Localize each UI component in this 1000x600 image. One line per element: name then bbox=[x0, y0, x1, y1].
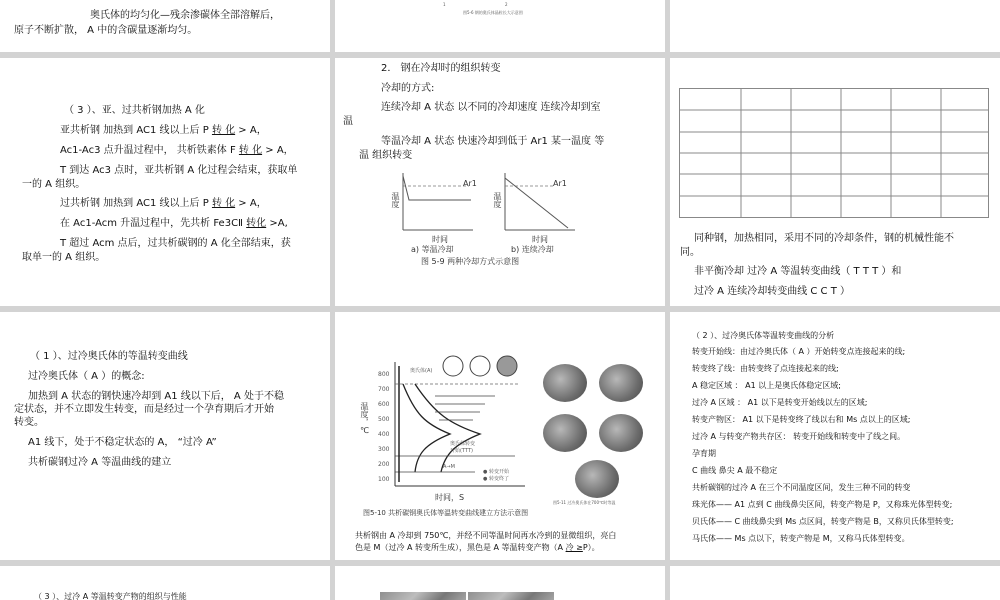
slide-text: 同。 bbox=[680, 247, 700, 258]
diagram-label: A→M bbox=[443, 464, 455, 470]
slide-thumbnail-12[interactable] bbox=[670, 566, 1000, 600]
list-item: 珠光体—— A1 点到 C 曲线鼻尖区间，转变产物是 P，又称珠光体型转变; bbox=[692, 500, 953, 509]
slide-text: 共析碳钢过冷 A 等温曲线的建立 bbox=[28, 457, 172, 468]
y-tick-label: 600 bbox=[378, 401, 390, 408]
slide-thumbnail-1[interactable] bbox=[0, 0, 330, 52]
y-tick-label: 500 bbox=[378, 416, 390, 423]
slide-text: 共析钢由 A 冷却到 750℃，并经不同等温时间再水冷到的显微组织，亮白 bbox=[355, 531, 617, 540]
list-item: 过冷 A 区域 ： A1 以下是转变开始线以左的区域; bbox=[692, 398, 868, 407]
figure-caption: 图 5-9 两种冷却方式示意图 bbox=[421, 257, 520, 266]
slide-thumbnail-4[interactable] bbox=[0, 58, 330, 306]
list-item: 贝氏体—— C 曲线鼻尖到 Ms 点区间，转变产物是 B，又称贝氏体型转变; bbox=[692, 517, 954, 526]
slide-text: A1 线下，处于不稳定状态的 A， “过冷 A” bbox=[28, 437, 217, 448]
empty-table bbox=[679, 88, 989, 218]
slide-thumbnail-7[interactable] bbox=[0, 312, 330, 560]
slide-text: 加热到 A 状态的钢快速冷却到 A1 线以下后， A 处于不稳 bbox=[28, 391, 284, 402]
slide-text: 连续冷却 A 状态 以不同的冷却速度 连续冷却到室 bbox=[381, 102, 601, 113]
slide-text: 定状态，并不立即发生转变，而是经过一个孕育期后才开始 bbox=[14, 404, 274, 415]
slide-thumbnail-3[interactable] bbox=[670, 0, 1000, 52]
slide-text: 温 bbox=[343, 116, 353, 127]
ar1-label: Ar1 bbox=[553, 179, 567, 188]
slide-thumbnail-10[interactable] bbox=[0, 566, 330, 600]
legend-item: ● 转变开始 bbox=[483, 469, 509, 475]
slide-thumbnail-9[interactable] bbox=[670, 312, 1000, 560]
ar1-label: Ar1 bbox=[463, 179, 477, 188]
y-tick-label: 300 bbox=[378, 446, 390, 453]
slide-text: 过共析钢 加热到 AC1 线以上后 P 转 化 > A， bbox=[60, 198, 267, 209]
y-tick-label: 800 bbox=[378, 371, 390, 378]
slide-title: 2． 钢在冷却时的组织转变 bbox=[381, 63, 501, 74]
list-item: C 曲线 鼻尖 A 最不稳定 bbox=[692, 466, 778, 475]
slide-text: 奥氏体的均匀化—残余渗碳体全部溶解后， bbox=[90, 10, 280, 21]
slide-text: 一的 A 组织。 bbox=[22, 179, 86, 190]
slide-text: 色是 M（过冷 A 转变所生成），黑色是 A 等温转变产物（A 冷 ≥P）。 bbox=[355, 543, 600, 552]
sub-caption: b) 连续冷却 bbox=[511, 245, 554, 254]
figure-caption: 图5-6 钢的奥氏体晶粒长大示意图 bbox=[463, 10, 523, 15]
list-item: 转变产物区： A1 以下是转变终了线以右和 Ms 点以上的区域; bbox=[692, 415, 911, 424]
sub-caption: a) 等温冷却 bbox=[411, 245, 454, 254]
slide-title: （ 3 ）、亚、过共析钢加热 A 化 bbox=[64, 105, 205, 116]
diagram-label: 奥氏体转变 bbox=[450, 441, 476, 447]
list-item: 过冷 A 与转变产物共存区： 转变开始线和转变中了线之间。 bbox=[692, 432, 906, 441]
list-item: A 稳定区域 ： A1 以上是奥氏体稳定区域; bbox=[692, 381, 841, 390]
micrograph-image bbox=[543, 414, 587, 452]
list-item: 转变开始线：由过冷奥氏体（ A ）开始转变点连接起来的线; bbox=[692, 347, 906, 356]
slide-text: T 到达 Ac3 点时，亚共析钢 A 化过程会结束，获取单 bbox=[60, 165, 298, 176]
slide-text: 等温冷却 A 状态 快速冷却到低于 Ar1 某一温度 等 bbox=[381, 136, 605, 147]
slide-thumbnail-8[interactable] bbox=[335, 312, 665, 560]
slide-title: （ 3 ）、过冷 A 等温转变产物的组织与性能 bbox=[34, 592, 187, 600]
slide-title: （ 1 ）、过冷奥氏体的等温转变曲线 bbox=[30, 351, 188, 362]
figure-caption: 图5-11 过冷奥氏体在700℃时等温 bbox=[553, 500, 616, 505]
slide-text: T 超过 Acm 点后，过共析碳钢的 A 化全部结束，获 bbox=[60, 238, 291, 249]
slide-text: 在 Ac1-Acm 升温过程中，先共析 Fe3CⅡ 转化 >A, bbox=[60, 218, 288, 229]
slide-text: 取单一的 A 组织。 bbox=[22, 252, 106, 263]
figure-caption: 图5-10 共析碳钢奥氏体等温转变曲线建立方法示意图 bbox=[363, 509, 529, 517]
diagram-label: 开始(TTT) bbox=[450, 448, 473, 454]
micrograph-image bbox=[468, 592, 554, 600]
list-item: 马氏体—— Ms 点以下，转变产物是 M，又称马氏体型转变。 bbox=[692, 534, 910, 543]
micrograph-image bbox=[543, 364, 587, 402]
micrograph-image bbox=[599, 414, 643, 452]
list-item: 共析碳钢的过冷 A 在三个不同温度区间，发生三种不同的转变 bbox=[692, 483, 911, 492]
x-axis-label: 时间 bbox=[532, 235, 548, 244]
list-item: 孕育期 bbox=[692, 449, 716, 458]
micrograph-image bbox=[575, 460, 619, 498]
y-tick-label: 400 bbox=[378, 431, 390, 438]
micrograph-image bbox=[599, 364, 643, 402]
figure-tick: 2 bbox=[505, 2, 508, 7]
slide-text: 过冷 A 连续冷却转变曲线 C C T ） bbox=[694, 286, 850, 297]
micrograph-image bbox=[380, 592, 466, 600]
y-tick-label: 700 bbox=[378, 386, 390, 393]
slide-thumbnail-5[interactable] bbox=[335, 58, 665, 306]
x-axis-label: 时间，S bbox=[435, 493, 465, 502]
legend-item: ● 转变终了 bbox=[483, 476, 509, 482]
slide-thumbnail-11[interactable] bbox=[335, 566, 665, 600]
slide-text: Ac1-Ac3 点升温过程中， 共析铁素体 F 转 化 > A， bbox=[60, 145, 294, 156]
list-item: 转变终了线：由转变终了点连接起来的线; bbox=[692, 364, 839, 373]
y-tick-label: 100 bbox=[378, 476, 390, 483]
y-axis-label: 温度，℃ bbox=[360, 402, 369, 435]
slide-thumbnail-2[interactable] bbox=[335, 0, 665, 52]
slide-title: （ 2 ）、过冷奥氏体等温转变曲线的分析 bbox=[692, 331, 835, 340]
diagram-label: 奥氏体(A) bbox=[410, 368, 433, 374]
slide-thumbnail-6[interactable] bbox=[670, 58, 1000, 306]
slide-text: 过冷奥氏体（ A ）的概念: bbox=[28, 371, 145, 382]
slide-text: 非平衡冷却 过冷 A 等温转变曲线（ T T T ）和 bbox=[694, 266, 902, 277]
x-axis-label: 时间 bbox=[432, 235, 448, 244]
slide-text: 同种钢，加热相同，采用不同的冷却条件，钢的机械性能不 bbox=[694, 233, 954, 244]
y-axis-label: 温度 bbox=[391, 192, 400, 208]
slide-text: 原子不断扩散， A 中的含碳量逐渐均匀。 bbox=[14, 25, 198, 36]
y-tick-label: 200 bbox=[378, 461, 390, 468]
slide-text: 温 组织转变 bbox=[359, 150, 413, 161]
slide-text: 亚共析钢 加热到 AC1 线以上后 P 转 化 > A， bbox=[60, 125, 267, 136]
figure-tick: 1 bbox=[443, 2, 446, 7]
slide-text: 转变。 bbox=[14, 417, 44, 428]
slide-text: 冷却的方式: bbox=[381, 83, 435, 94]
y-axis-label: 温度 bbox=[493, 192, 502, 208]
